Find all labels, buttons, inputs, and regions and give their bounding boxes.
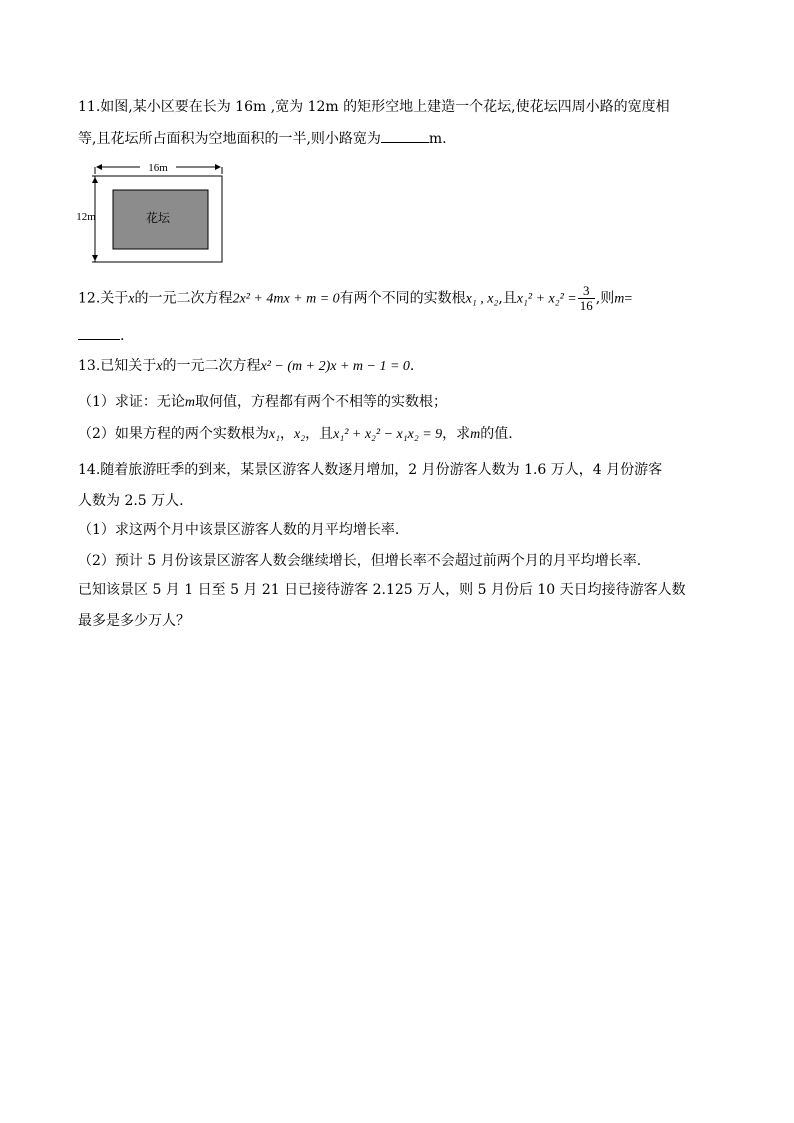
q12-end: . [120,328,125,344]
q12-answer-blank [78,327,120,340]
q12-line2 [78,326,124,346]
width-label: 16m [148,162,168,174]
q13-part2-x2: x₂ [294,427,306,442]
q12-var-x: x [128,291,135,307]
q13-text: 的一元二次方程 [162,358,261,374]
q11-figure [72,158,232,264]
q12-text: 的一元二次方程 [134,290,233,307]
q14-line6: 最多是多少万人？ [78,613,190,629]
q14-part1: （1）求这两个月中该景区游客人数的月平均增长率. [78,522,400,538]
q13-part1-var-m: m [184,395,196,410]
q13-part2-text: （2）如果方程的两个实数根为 [78,426,269,442]
height-label: 12m [76,211,96,223]
fraction-denominator: 16 [579,298,593,313]
q12-text-and: ,且 [498,290,517,307]
q12-equals: = [624,291,633,307]
q13-part2-condition: x₁² + x₂² − x₁x₂ = 9 [333,427,443,442]
q11-line2 [78,129,447,149]
q12-roots: x₁ , x₂ [465,291,499,307]
q13-part2-end: 的值. [480,426,513,442]
q12-prefix: 12.关于 [78,290,129,307]
q13-equation: x² − (m + 2)x + m − 1 = 0 [260,359,410,374]
q12-line1 [78,284,632,313]
q14-line5: 已知该景区 5 月 1 日至 5 月 21 日已接待游客 2.125 万人，则 5 月份后 10 天日均接待游客人数 [78,582,686,598]
q13-part2 [78,424,513,445]
q13-part2-var-m: m [470,427,481,442]
q13-part2-sep: ， [280,426,295,442]
q13-line1 [78,356,414,377]
q11-line2-text: 等,且花坛所占面积为空地面积的一半,则小路宽为 [78,131,381,147]
q13-part2-x1: x₁ [268,427,281,442]
q13-end: . [409,358,415,374]
q11-line1: 11.如图,某小区要在长为 16m ,宽为 12m 的矩形空地上建造一个花坛,使花坛四周小路的宽度相 [78,99,670,115]
q11-answer-blank [381,130,429,143]
fraction-numerator: 3 [578,284,595,299]
q13-prefix: 13.已知关于 [78,358,157,374]
q12-text-roots: 有两个不同的实数根 [339,290,466,307]
q13-part2-and: ，且 [305,426,334,442]
q11-line2-unit: m. [428,131,447,147]
q13-var-x: x [156,359,163,374]
q13-part1 [78,392,447,413]
q12-text-then: ,则 [595,290,615,307]
q13-part1-text: （1）求证：无论 [78,394,185,410]
flower-bed-label: 花坛 [145,211,171,225]
q12-equation: 2x² + 4mx + m = 0 [232,291,340,307]
q12-var-m: m [614,291,625,307]
q14-line1: 14.随着旅游旺季的到来，某景区游客人数逐月增加，2 月份游客人数为 1.6 万人，4 月份游客 [78,462,663,478]
q14-part2: （2）预计 5 月份该景区游客人数会继续增长，但增长率不会超过前两个月的月平均增长率. [78,553,642,569]
q12-condition: x₁² + x₂² = [516,291,577,307]
q14-line2: 人数为 2.5 万人. [78,493,184,509]
q13-part2-ask: ，求 [442,426,471,442]
q12-fraction [578,284,595,313]
q13-part1-rest: 取何值，方程都有两个不相等的实数根； [195,394,448,410]
